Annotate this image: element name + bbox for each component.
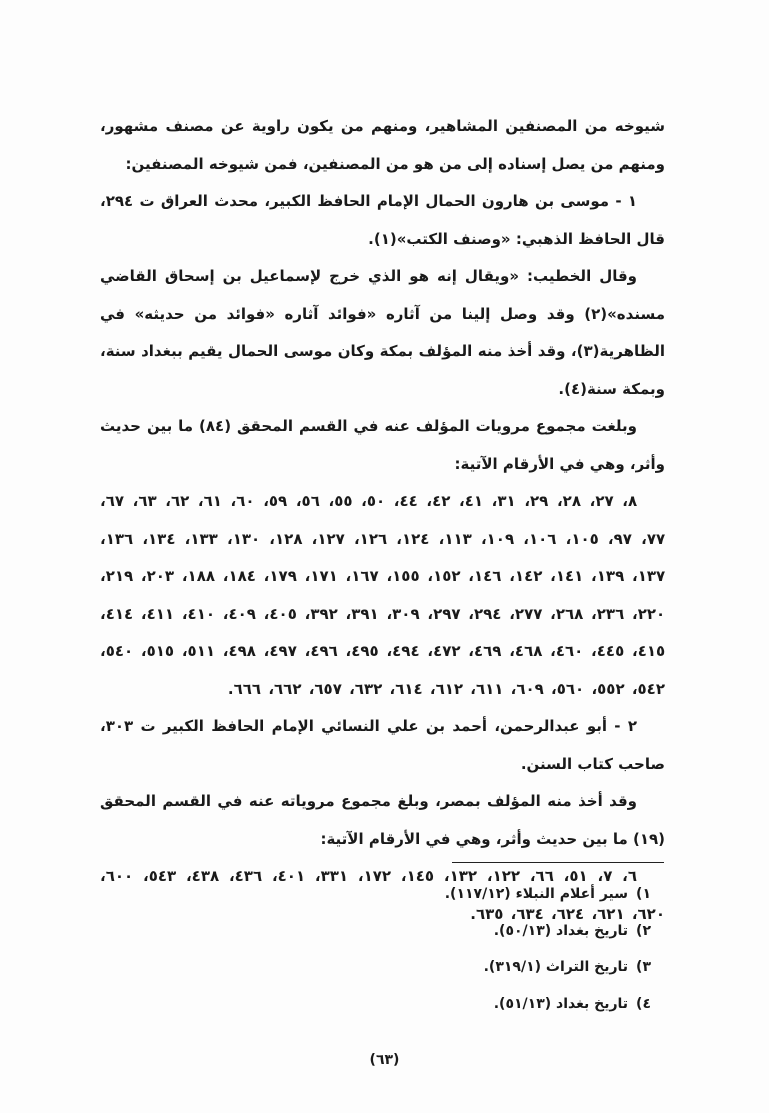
footnote-1 xyxy=(300,876,665,913)
footnote-number: ٤) xyxy=(636,995,651,1012)
footnotes xyxy=(300,876,665,1022)
footnote-2 xyxy=(300,913,665,950)
paragraph-narrations-count-2: وقد أخذ منه المؤلف بمصر، وبلغ مجموع مروياته عنه في القسم المحقق (١٩) ما بين حديث وأثر، وهي في الأرقام الآتية: xyxy=(100,792,665,848)
footnote-number: ٢) xyxy=(636,922,651,939)
paragraph-khatib-quote: وقال الخطيب: «ويقال إنه هو الذي خرج لإسماعيل بن إسحاق القاضي مسنده»(٢) وقد وصل إلينا من آثاره «فوائد آثاره «فوائد من حديثه» في الظاهرية(٣)، وقد أخذ منه المؤلف بمكة وكان موسى الحمال يقيم ببغداد سنة، وبمكة سنة(٤). xyxy=(100,267,665,398)
footnote-divider xyxy=(452,862,664,863)
paragraph-entry-2: ٢ - أبو عبدالرحمن، أحمد بن علي النسائي الإمام الحافظ الكبير ت ٣٠٣، صاحب كتاب السنن. xyxy=(100,717,665,773)
footnote-number: ١) xyxy=(636,886,651,902)
paragraph-entry-1: ١ - موسى بن هارون الحمال الإمام الحافظ الكبير، محدث العراق ت ٢٩٤، قال الحافظ الذهبي: «وصنف الكتب»(١). xyxy=(100,192,665,248)
narration-numbers-list-1: ٨، ٢٧، ٢٨، ٢٩، ٣١، ٤١، ٤٢، ٤٤، ٥٠، ٥٥، ٥٦، ٥٩، ٦٠، ٦١، ٦٢، ٦٣، ٦٧، ٧٧، ٩٧، ١٠٥، ١٠٦، ١٠٩، ١١٣، ١٢٤، ١٢٦، ١٢٧، ١٢٨، ١٣٠، ١٣٣، ١٣٤، ١٣٦، ١٣٧، ١٣٩، ١٤١، ١٤٢، ١٤٦، ١٥٢، ١٥٥، ١٦٧، ١٧١، ١٧٩، ١٨٤، ١٨٨، ٢٠٣، ٢١٩، ٢٢٠، ٢٣٦، ٢٦٨، ٢٧٧، ٢٩٤، ٢٩٧، ٣٠٩، ٣٩١، ٣٩٢، ٤٠٥، ٤٠٩، ٤١٠، ٤١١، ٤١٤، ٤١٥، ٤٤٥، ٤٦٠، ٤٦٨، ٤٦٩، ٤٧٢، ٤٩٤، ٤٩٥، ٤٩٦، ٤٩٧، ٤٩٨، ٥١١، ٥١٥، ٥٤٠، ٥٤٢، ٥٥٢، ٥٦٠، ٦٠٩، ٦١١، ٦١٢، ٦١٤، ٦٣٢، ٦٥٧، ٦٦٢، ٦٦٦. xyxy=(100,492,666,698)
footnote-text: تاريخ بغداد (٥٠/١٣). xyxy=(493,922,629,939)
footnote-text: تاريخ بغداد (٥١/١٣). xyxy=(493,995,629,1012)
main-text-block xyxy=(100,108,665,933)
footnote-4 xyxy=(300,986,665,1023)
paragraph: شيوخه من المصنفين المشاهير، ومنهم من يكون راوية عن مصنف مشهور، ومنهم من يصل إسناده إلى من هو من المصنفين، فمن شيوخه المصنفين: xyxy=(100,117,665,173)
paragraph-narrations-count-1: وبلغت مجموع مرويات المؤلف عنه في القسم المحقق (٨٤) ما بين حديث وأثر، وهي في الأرقام الآتية: xyxy=(100,417,665,473)
page-number: (٦٣) xyxy=(369,1052,400,1068)
footnote-text: تاريخ التراث (٣١٩/١). xyxy=(483,959,629,975)
narration-numbers-list-2: ٦، ٧، ٥١، ٦٦، ١٢٢، ١٣٢، ١٤٥، ١٧٢، ٣٣١، ٤٠١، ٤٣٦، ٤٣٨، ٥٤٣، ٦٠٠، ٦٢٠، ٦٢١، ٦٢٤، ٦٣٤، ٦٣٥. xyxy=(100,867,665,923)
footnote-number: ٣) xyxy=(636,959,651,975)
footnote-3 xyxy=(300,949,665,986)
footnote-text: سير أعلام النبلاء (١١٧/١٢). xyxy=(444,886,629,902)
